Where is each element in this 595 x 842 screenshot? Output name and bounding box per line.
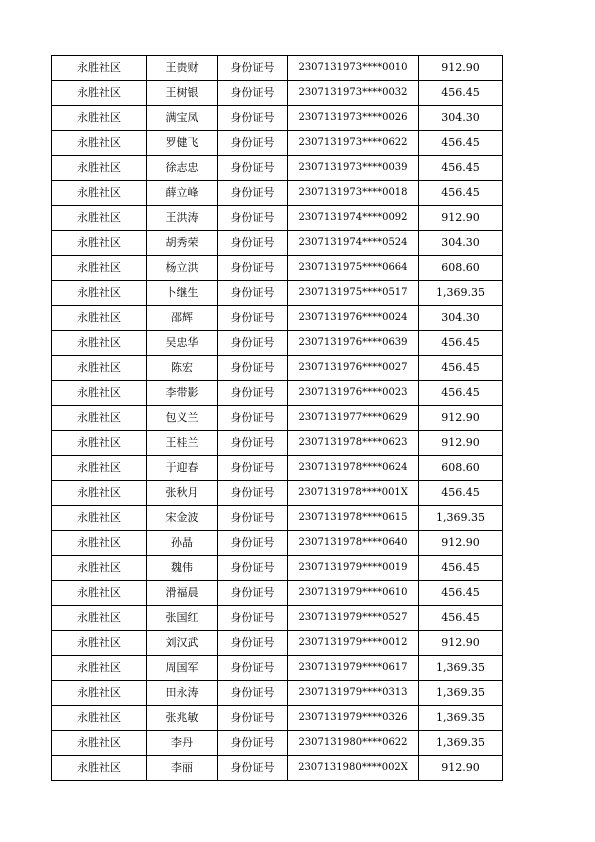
id-type-cell: 身份证号 xyxy=(218,206,288,231)
id-type-cell: 身份证号 xyxy=(218,181,288,206)
id-type-cell: 身份证号 xyxy=(218,631,288,656)
id-type-cell: 身份证号 xyxy=(218,481,288,506)
community-cell: 永胜社区 xyxy=(52,56,147,81)
id-type-cell: 身份证号 xyxy=(218,656,288,681)
roster-table xyxy=(51,55,503,781)
name-cell: 宋金波 xyxy=(147,506,218,531)
id-number-cell: 2307131978****0623 xyxy=(288,431,419,456)
name-cell: 满宝凤 xyxy=(147,106,218,131)
id-number-cell: 2307131978****0624 xyxy=(288,456,419,481)
amount-cell: 912.90 xyxy=(419,206,503,231)
table-row xyxy=(52,106,503,131)
table-row xyxy=(52,56,503,81)
name-cell: 吴忠华 xyxy=(147,331,218,356)
amount-cell: 456.45 xyxy=(419,181,503,206)
id-type-cell: 身份证号 xyxy=(218,456,288,481)
amount-cell: 456.45 xyxy=(419,556,503,581)
name-cell: 卜继生 xyxy=(147,281,218,306)
id-type-cell: 身份证号 xyxy=(218,381,288,406)
id-number-cell: 2307131975****0517 xyxy=(288,281,419,306)
id-number-cell: 2307131973****0039 xyxy=(288,156,419,181)
table-row xyxy=(52,131,503,156)
table-row xyxy=(52,306,503,331)
name-cell: 魏伟 xyxy=(147,556,218,581)
roster-table-body xyxy=(52,56,503,781)
name-cell: 王桂兰 xyxy=(147,431,218,456)
name-cell: 胡秀荣 xyxy=(147,231,218,256)
id-type-cell: 身份证号 xyxy=(218,106,288,131)
community-cell: 永胜社区 xyxy=(52,356,147,381)
table-row xyxy=(52,281,503,306)
amount-cell: 1,369.35 xyxy=(419,656,503,681)
id-type-cell: 身份证号 xyxy=(218,431,288,456)
amount-cell: 456.45 xyxy=(419,331,503,356)
name-cell: 张兆敏 xyxy=(147,706,218,731)
table-row xyxy=(52,531,503,556)
id-number-cell: 2307131973****0032 xyxy=(288,81,419,106)
community-cell: 永胜社区 xyxy=(52,456,147,481)
id-type-cell: 身份证号 xyxy=(218,756,288,781)
table-row xyxy=(52,206,503,231)
name-cell: 王洪涛 xyxy=(147,206,218,231)
name-cell: 徐志忠 xyxy=(147,156,218,181)
amount-cell: 1,369.35 xyxy=(419,506,503,531)
id-number-cell: 2307131976****0024 xyxy=(288,306,419,331)
id-number-cell: 2307131979****0326 xyxy=(288,706,419,731)
community-cell: 永胜社区 xyxy=(52,606,147,631)
community-cell: 永胜社区 xyxy=(52,406,147,431)
id-type-cell: 身份证号 xyxy=(218,131,288,156)
id-number-cell: 2307131973****0622 xyxy=(288,131,419,156)
name-cell: 邵辉 xyxy=(147,306,218,331)
name-cell: 于迎春 xyxy=(147,456,218,481)
table-row xyxy=(52,331,503,356)
name-cell: 李丹 xyxy=(147,731,218,756)
id-number-cell: 2307131974****0092 xyxy=(288,206,419,231)
table-row xyxy=(52,456,503,481)
id-type-cell: 身份证号 xyxy=(218,356,288,381)
id-number-cell: 2307131978****0640 xyxy=(288,531,419,556)
amount-cell: 912.90 xyxy=(419,531,503,556)
id-type-cell: 身份证号 xyxy=(218,406,288,431)
community-cell: 永胜社区 xyxy=(52,581,147,606)
id-number-cell: 2307131979****0019 xyxy=(288,556,419,581)
table-row xyxy=(52,631,503,656)
id-type-cell: 身份证号 xyxy=(218,281,288,306)
community-cell: 永胜社区 xyxy=(52,681,147,706)
id-number-cell: 2307131973****0018 xyxy=(288,181,419,206)
community-cell: 永胜社区 xyxy=(52,181,147,206)
id-type-cell: 身份证号 xyxy=(218,256,288,281)
community-cell: 永胜社区 xyxy=(52,431,147,456)
community-cell: 永胜社区 xyxy=(52,156,147,181)
table-row xyxy=(52,381,503,406)
amount-cell: 912.90 xyxy=(419,756,503,781)
table-row xyxy=(52,431,503,456)
amount-cell: 1,369.35 xyxy=(419,706,503,731)
table-row xyxy=(52,156,503,181)
name-cell: 李丽 xyxy=(147,756,218,781)
amount-cell: 456.45 xyxy=(419,581,503,606)
id-type-cell: 身份证号 xyxy=(218,706,288,731)
id-number-cell: 2307131979****0012 xyxy=(288,631,419,656)
id-number-cell: 2307131975****0664 xyxy=(288,256,419,281)
community-cell: 永胜社区 xyxy=(52,631,147,656)
name-cell: 张国红 xyxy=(147,606,218,631)
community-cell: 永胜社区 xyxy=(52,106,147,131)
community-cell: 永胜社区 xyxy=(52,706,147,731)
community-cell: 永胜社区 xyxy=(52,131,147,156)
table-row xyxy=(52,231,503,256)
name-cell: 李带影 xyxy=(147,381,218,406)
id-number-cell: 2307131976****0027 xyxy=(288,356,419,381)
name-cell: 滑福晨 xyxy=(147,581,218,606)
id-number-cell: 2307131979****0527 xyxy=(288,606,419,631)
amount-cell: 456.45 xyxy=(419,131,503,156)
id-type-cell: 身份证号 xyxy=(218,331,288,356)
name-cell: 刘汉武 xyxy=(147,631,218,656)
community-cell: 永胜社区 xyxy=(52,656,147,681)
name-cell: 陈宏 xyxy=(147,356,218,381)
name-cell: 包义兰 xyxy=(147,406,218,431)
id-number-cell: 2307131977****0629 xyxy=(288,406,419,431)
id-type-cell: 身份证号 xyxy=(218,156,288,181)
amount-cell: 456.45 xyxy=(419,606,503,631)
amount-cell: 912.90 xyxy=(419,631,503,656)
id-number-cell: 2307131980****0622 xyxy=(288,731,419,756)
amount-cell: 304.30 xyxy=(419,231,503,256)
community-cell: 永胜社区 xyxy=(52,281,147,306)
community-cell: 永胜社区 xyxy=(52,81,147,106)
amount-cell: 608.60 xyxy=(419,256,503,281)
community-cell: 永胜社区 xyxy=(52,231,147,256)
name-cell: 周国军 xyxy=(147,656,218,681)
id-type-cell: 身份证号 xyxy=(218,556,288,581)
id-number-cell: 2307131978****0615 xyxy=(288,506,419,531)
table-row xyxy=(52,481,503,506)
id-type-cell: 身份证号 xyxy=(218,581,288,606)
id-number-cell: 2307131976****0023 xyxy=(288,381,419,406)
table-row xyxy=(52,181,503,206)
name-cell: 孙晶 xyxy=(147,531,218,556)
name-cell: 王树银 xyxy=(147,81,218,106)
table-row xyxy=(52,756,503,781)
amount-cell: 456.45 xyxy=(419,356,503,381)
amount-cell: 456.45 xyxy=(419,156,503,181)
amount-cell: 1,369.35 xyxy=(419,731,503,756)
community-cell: 永胜社区 xyxy=(52,256,147,281)
id-type-cell: 身份证号 xyxy=(218,681,288,706)
amount-cell: 456.45 xyxy=(419,481,503,506)
community-cell: 永胜社区 xyxy=(52,331,147,356)
id-type-cell: 身份证号 xyxy=(218,731,288,756)
amount-cell: 608.60 xyxy=(419,456,503,481)
amount-cell: 456.45 xyxy=(419,81,503,106)
table-row xyxy=(52,406,503,431)
amount-cell: 456.45 xyxy=(419,381,503,406)
id-type-cell: 身份证号 xyxy=(218,231,288,256)
amount-cell: 912.90 xyxy=(419,56,503,81)
name-cell: 薛立峰 xyxy=(147,181,218,206)
id-number-cell: 2307131976****0639 xyxy=(288,331,419,356)
community-cell: 永胜社区 xyxy=(52,206,147,231)
id-number-cell: 2307131973****0010 xyxy=(288,56,419,81)
table-row xyxy=(52,731,503,756)
table-row xyxy=(52,606,503,631)
community-cell: 永胜社区 xyxy=(52,306,147,331)
community-cell: 永胜社区 xyxy=(52,756,147,781)
name-cell: 杨立洪 xyxy=(147,256,218,281)
name-cell: 田永涛 xyxy=(147,681,218,706)
id-type-cell: 身份证号 xyxy=(218,531,288,556)
community-cell: 永胜社区 xyxy=(52,481,147,506)
id-number-cell: 2307131973****0026 xyxy=(288,106,419,131)
table-row xyxy=(52,256,503,281)
table-row xyxy=(52,581,503,606)
amount-cell: 304.30 xyxy=(419,106,503,131)
amount-cell: 304.30 xyxy=(419,306,503,331)
community-cell: 永胜社区 xyxy=(52,731,147,756)
id-number-cell: 2307131974****0524 xyxy=(288,231,419,256)
table-row xyxy=(52,506,503,531)
id-number-cell: 2307131979****0617 xyxy=(288,656,419,681)
id-number-cell: 2307131978****001X xyxy=(288,481,419,506)
id-type-cell: 身份证号 xyxy=(218,506,288,531)
id-number-cell: 2307131979****0313 xyxy=(288,681,419,706)
community-cell: 永胜社区 xyxy=(52,506,147,531)
amount-cell: 912.90 xyxy=(419,431,503,456)
community-cell: 永胜社区 xyxy=(52,531,147,556)
name-cell: 王贵财 xyxy=(147,56,218,81)
amount-cell: 912.90 xyxy=(419,406,503,431)
id-type-cell: 身份证号 xyxy=(218,81,288,106)
table-row xyxy=(52,706,503,731)
table-row xyxy=(52,656,503,681)
amount-cell: 1,369.35 xyxy=(419,681,503,706)
community-cell: 永胜社区 xyxy=(52,556,147,581)
amount-cell: 1,369.35 xyxy=(419,281,503,306)
table-row xyxy=(52,81,503,106)
community-cell: 永胜社区 xyxy=(52,381,147,406)
table-row xyxy=(52,356,503,381)
name-cell: 张秋月 xyxy=(147,481,218,506)
id-type-cell: 身份证号 xyxy=(218,56,288,81)
name-cell: 罗健飞 xyxy=(147,131,218,156)
id-type-cell: 身份证号 xyxy=(218,606,288,631)
id-number-cell: 2307131979****0610 xyxy=(288,581,419,606)
table-row xyxy=(52,556,503,581)
table-row xyxy=(52,681,503,706)
id-number-cell: 2307131980****002X xyxy=(288,756,419,781)
id-type-cell: 身份证号 xyxy=(218,306,288,331)
